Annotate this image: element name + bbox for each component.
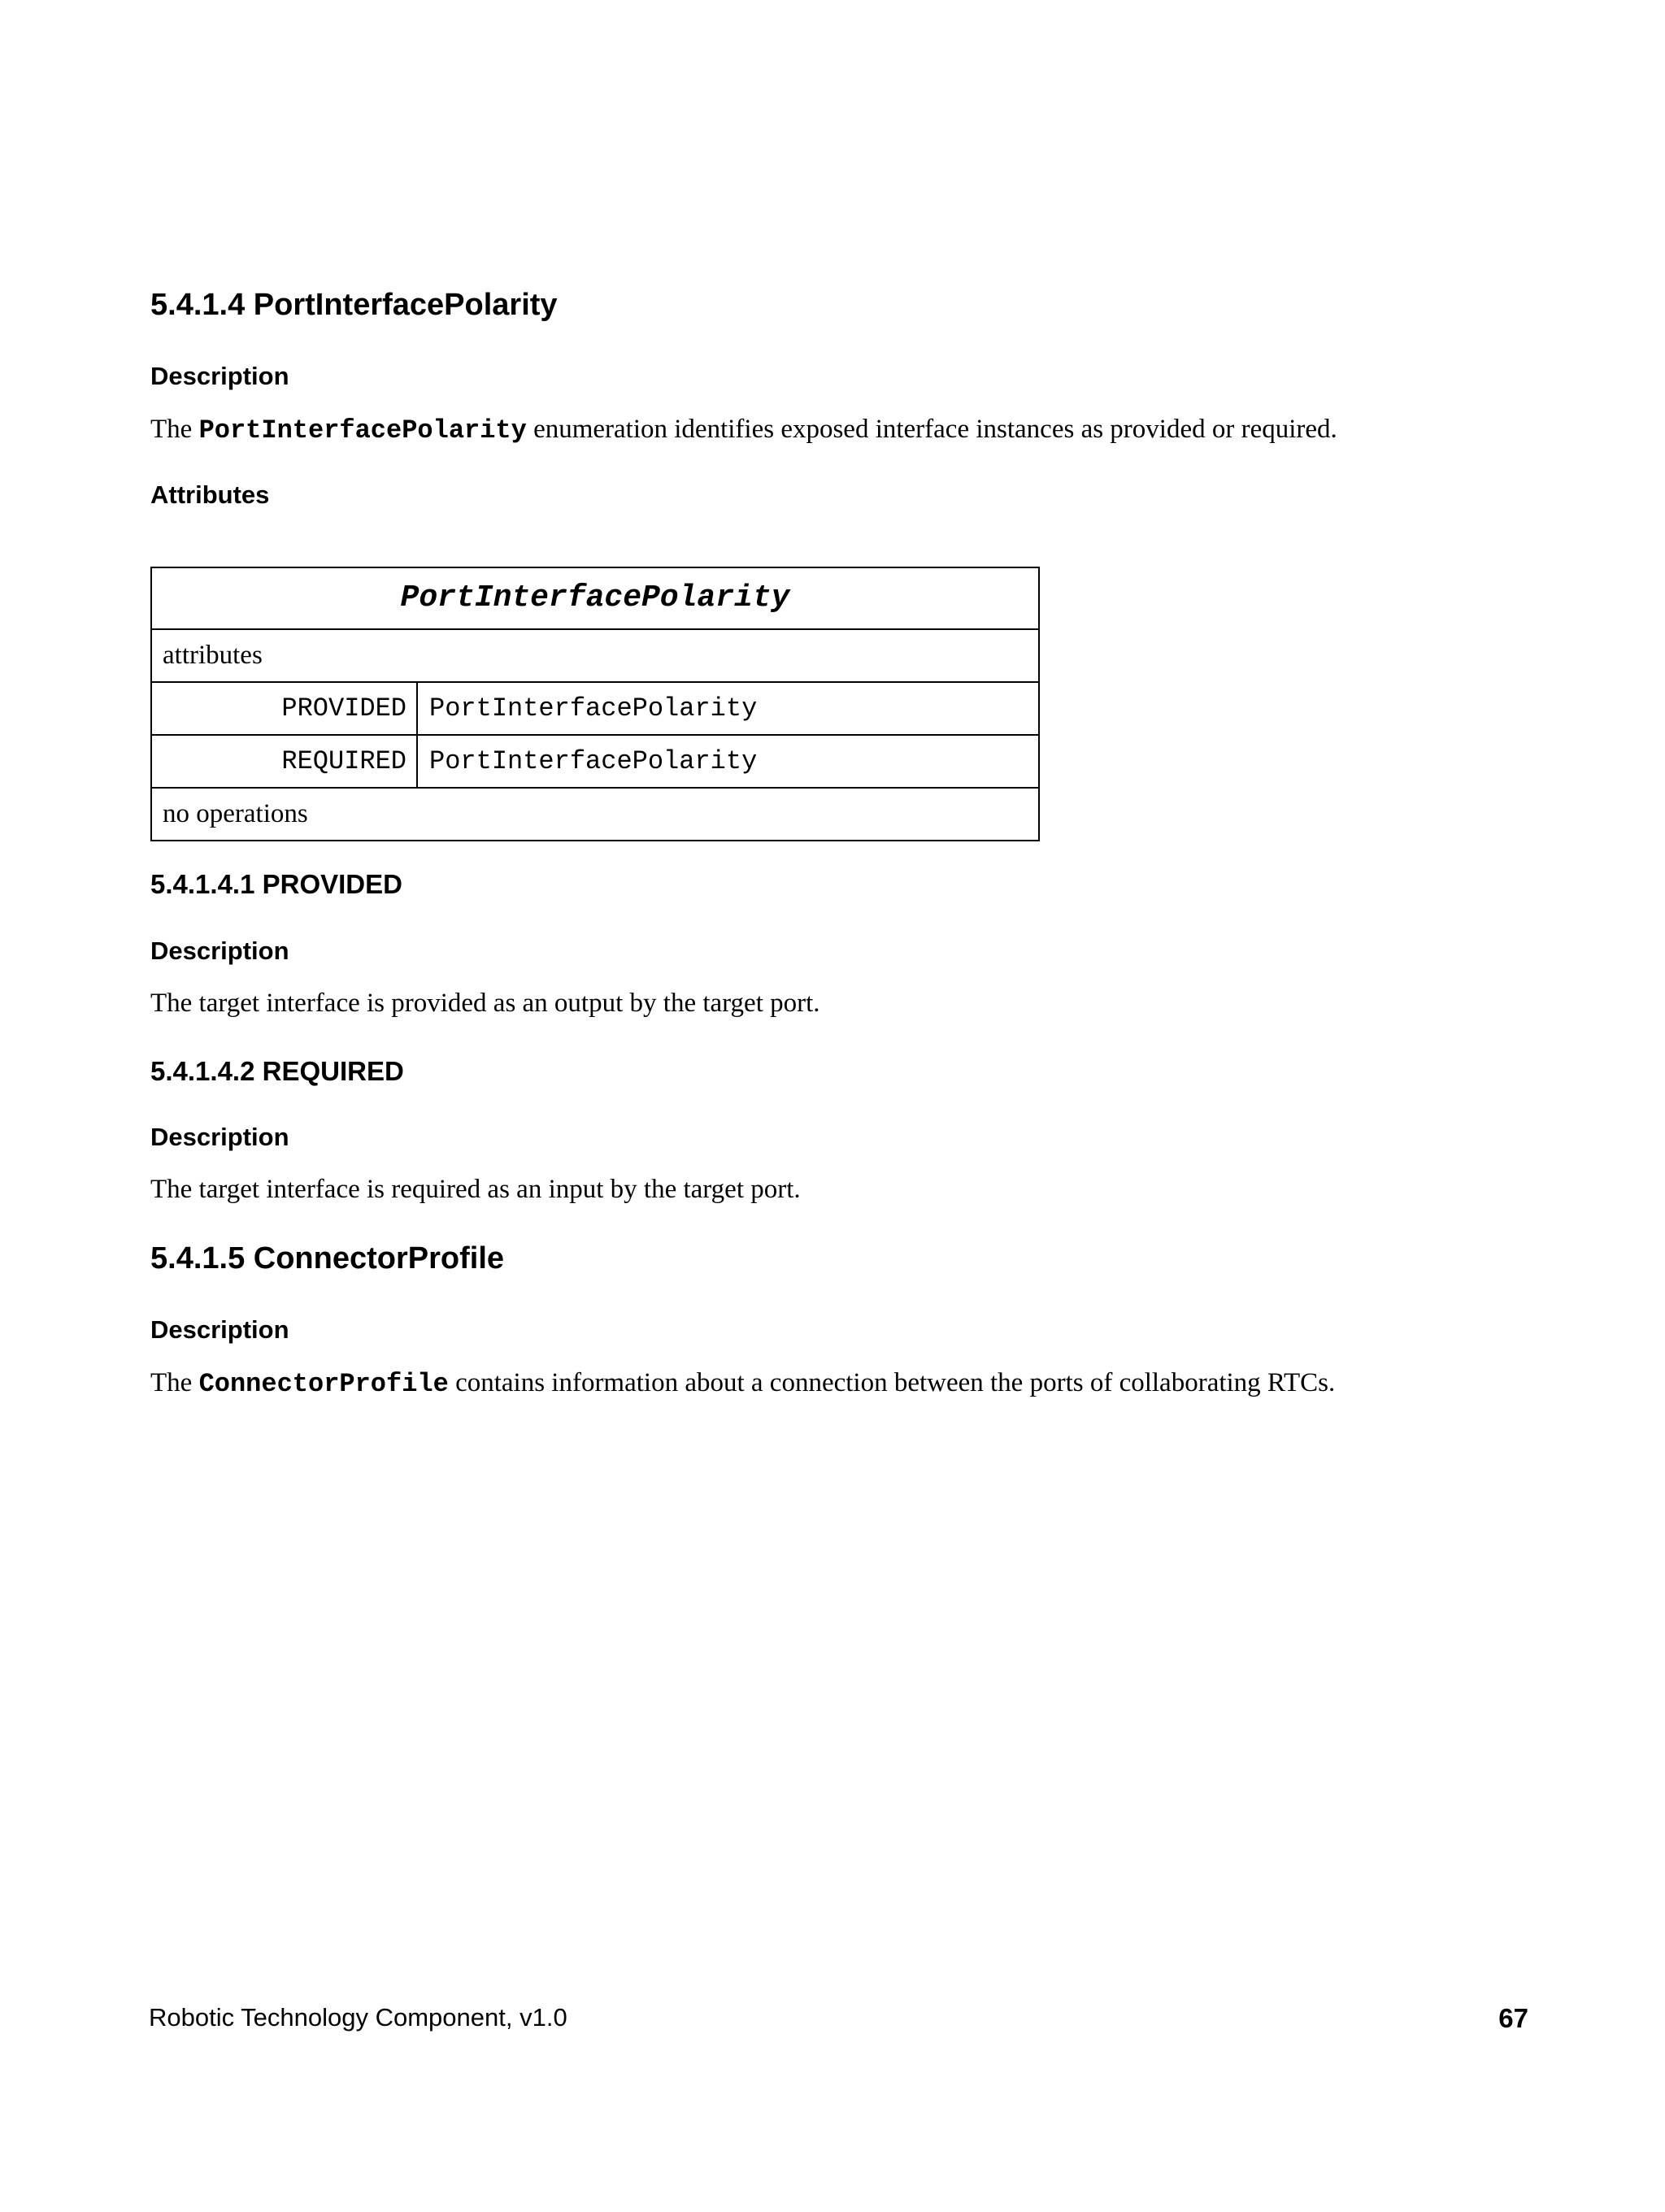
page-number: 67 — [1498, 2003, 1528, 2033]
description-paragraph — [150, 415, 1337, 445]
uml-attributes-header: attributes — [152, 630, 1038, 683]
attribute-type: PortInterfacePolarity — [429, 693, 758, 724]
description-paragraph: The target interface is provided as an output by the target port. — [150, 989, 820, 1018]
uml-operations-footer: no operations — [163, 799, 308, 828]
attributes-label: Attributes — [150, 480, 270, 509]
footer-doc-title: Robotic Technology Component, v1.0 — [149, 2003, 567, 2032]
description-paragraph: The target interface is required as an input by the target port. — [150, 1175, 801, 1204]
code-term: ConnectorProfile — [198, 1369, 449, 1399]
description-text-pre: The — [150, 415, 199, 444]
uml-class-box — [150, 567, 1040, 841]
section-heading-connector-profile: 5.4.1.5 ConnectorProfile — [150, 1241, 505, 1275]
uml-attribute-row — [152, 736, 1038, 789]
section-heading-port-interface-polarity: 5.4.1.4 PortInterfacePolarity — [150, 288, 558, 322]
uml-class-title: PortInterfacePolarity — [152, 568, 1038, 630]
attribute-type: PortInterfacePolarity — [429, 746, 758, 776]
section-heading-provided: 5.4.1.4.1 PROVIDED — [150, 869, 402, 899]
description-label: Description — [150, 937, 289, 965]
code-term: PortInterfacePolarity — [198, 415, 527, 445]
description-text-post: contains information about a connection between the ports of collaborating RTCs. — [448, 1368, 1336, 1397]
description-label: Description — [150, 1315, 289, 1344]
attribute-name: PROVIDED — [152, 683, 418, 734]
section-heading-required: 5.4.1.4.2 REQUIRED — [150, 1056, 404, 1086]
description-paragraph — [150, 1368, 1335, 1399]
description-label: Description — [150, 362, 289, 390]
uml-attribute-row — [152, 683, 1038, 736]
description-text-post: enumeration identifies exposed interface instances as provided or required. — [526, 415, 1337, 444]
attribute-name: REQUIRED — [152, 736, 418, 787]
description-text-pre: The — [150, 1368, 199, 1397]
description-label: Description — [150, 1123, 289, 1151]
